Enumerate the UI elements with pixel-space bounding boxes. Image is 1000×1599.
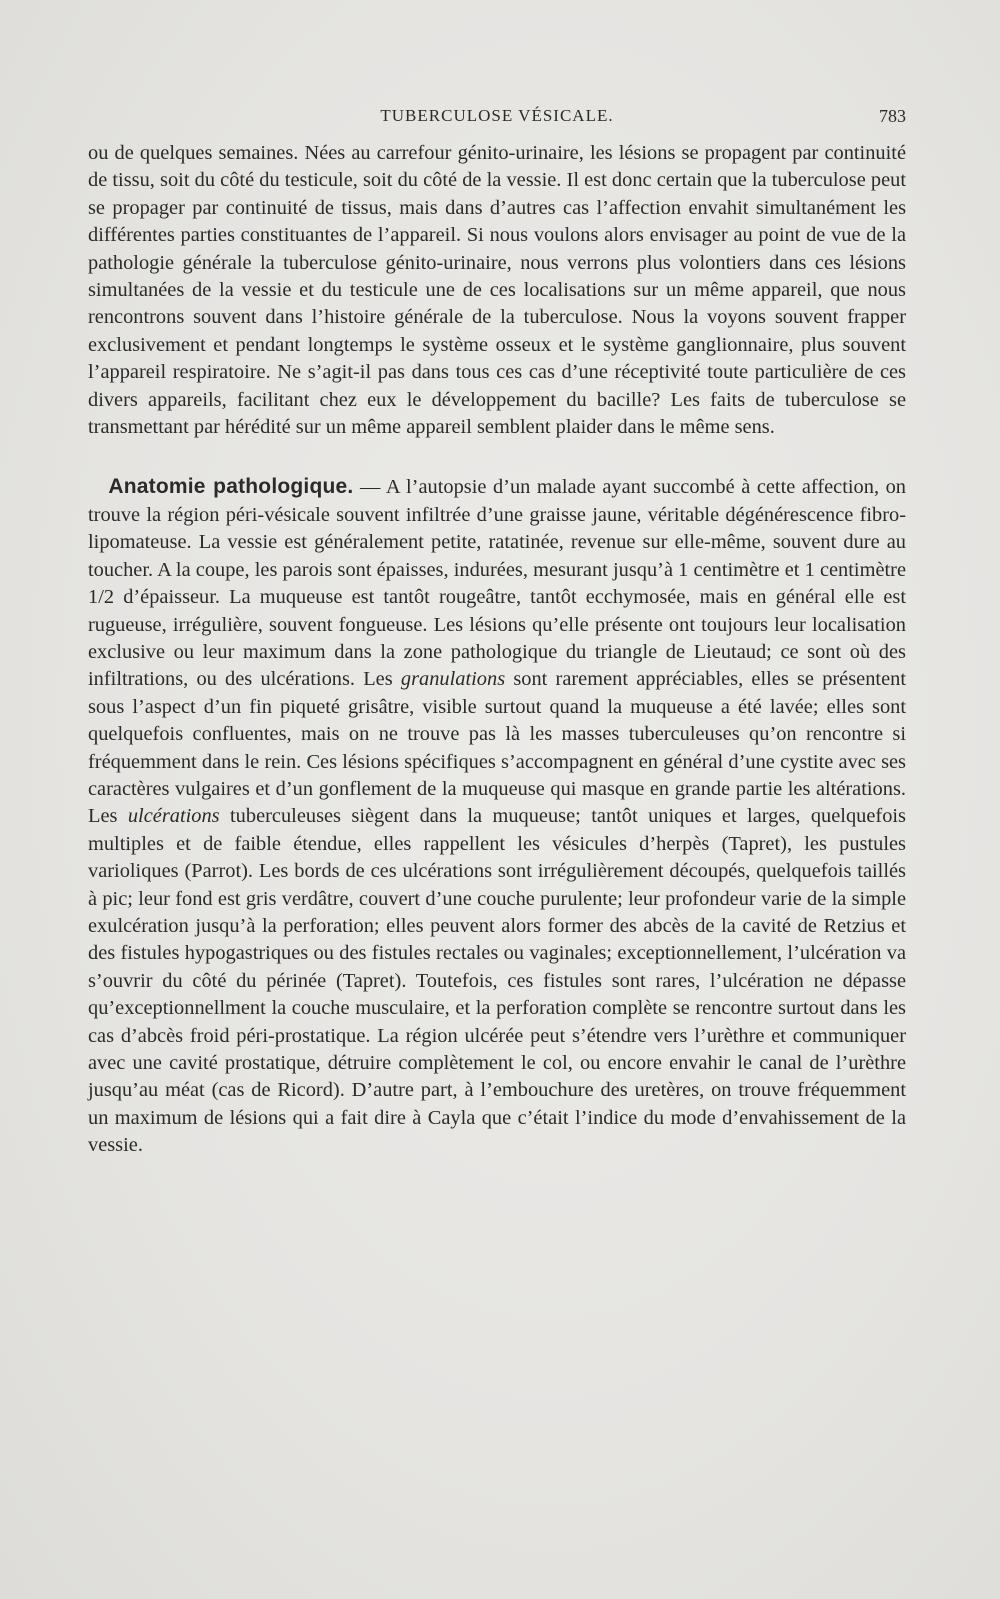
paragraph-text: sont rarement appréciables, elles se présentent sous l’aspect d’un fin piqueté grisâtre, visible surtout quand la muqueuse a été lavée; elles sont quelquefois confluentes, mais on ne trouve pas là les masses tuberculeuses qu’on rencontre si fréquemment dans le rein. Ces lésions spécifiques s’accompagnent en général d’une cystite avec ses caractères vulgaires et d’un gonflement de la muqueuse qui masque en grande partie les altérations. Les: [88, 668, 906, 828]
heading-dash: —: [353, 476, 386, 499]
paragraph-anatomie: [88, 473, 906, 1159]
paragraph-text: tuberculeuses siègent dans la muqueuse; tantôt uniques et larges, quelquefois multiples et de faible étendue, elles rappellent les vésicules d’herpès (Tapret), les pustules varioliques (Parrot). Les bords de ces ulcérations sont irrégulièrement découpés, quelquefois taillés à pic; leur fond est gris verdâtre, couvert d’une couche purulente; leur profondeur varie de la simple exulcération jusqu’à la perforation; elles peuvent alors former des abcès de la cavité de Retzius et des fistules hypogastriques ou des fistules rectales ou vaginales; exceptionnellement, l’ulcération va s’ouvrir du côté du périnée (Tapret). Toutefois, ces fistules sont rares, l’ulcération ne dépasse qu’exceptionnellment la couche musculaire, et la perforation complète se rencontre surtout dans les cas d’abcès froid péri-prostatique. La région ulcérée peut s’étendre vers l’urèthre et communiquer avec une cavité prostatique, détruire complètement le col, ou encore envahir le canal de l’urèthre jusqu’au méat (cas de Ricord). D’autre part, à l’embouchure des uretères, on trouve fréquemment un maximum de lésions qui a fait dire à Cayla que c’était l’indice du mode d’envahissement de la vessie.: [88, 805, 906, 1157]
paragraph-continuation: ou de quelques semaines. Nées au carrefour génito-urinaire, les lésions se propagent par continuité de tissu, soit du côté du testicule, soit du côté de la vessie. Il est donc certain que la tuberculose peut se propager par continuité de tissus, mais dans d’autres cas l’affection envahit simultanément les différentes parties constituantes de l’appareil. Si nous voulons alors envisager au point de vue de la pathologie générale la tuberculose génito-urinaire, nous verrons plus volontiers dans ces lésions simultanées de la vessie et du testicule une de ces localisations sur un même appareil, que nous rencontrons souvent dans l’histoire générale de la tuberculose. Nous la voyons souvent frapper exclusivement et pendant longtemps le système osseux et le système ganglionnaire, plus souvent l’appareil respiratoire. Ne s’agit-il pas dans tous ces cas d’une réceptivité toute particulière de ces divers appareils, facilitant chez eux le développement du bacille? Les faits de tuberculose se transmettant par hérédité sur un même appareil semblent plaider dans le même sens.: [88, 142, 906, 439]
italic-term: granulations: [400, 668, 506, 691]
running-header: [88, 106, 906, 132]
italic-term: ulcérations: [127, 805, 220, 828]
paragraph-text: A l’autopsie d’un malade ayant succombé à cette affection, on trouve la région péri-vésicale souvent infiltrée d’une graisse jaune, véritable dégénérescence fibro-lipomateuse. La vessie est généralement petite, ratatinée, revenue sur elle-même, souvent dure au toucher. A la coupe, les parois sont épaisses, indurées, mesurant jusqu’à 1 centimètre et 1 centimètre 1/2 d’épaisseur. La muqueuse est tantôt rougeâtre, tantôt ecchymosée, mais en général elle est rugueuse, irrégulière, souvent fongueuse. Les lésions qu’elle présente ont toujours leur localisation exclusive ou leur maximum dans la zone pathologique du triangle de Lieutaud; ce sont où des infiltrations, ou des ulcérations. Les: [88, 476, 907, 691]
section-heading: Anatomie pathologique.: [108, 475, 354, 499]
running-title: TUBERCULOSE VÉSICALE.: [380, 106, 614, 125]
page-number: 783: [879, 106, 906, 126]
page-body: [88, 140, 906, 1160]
